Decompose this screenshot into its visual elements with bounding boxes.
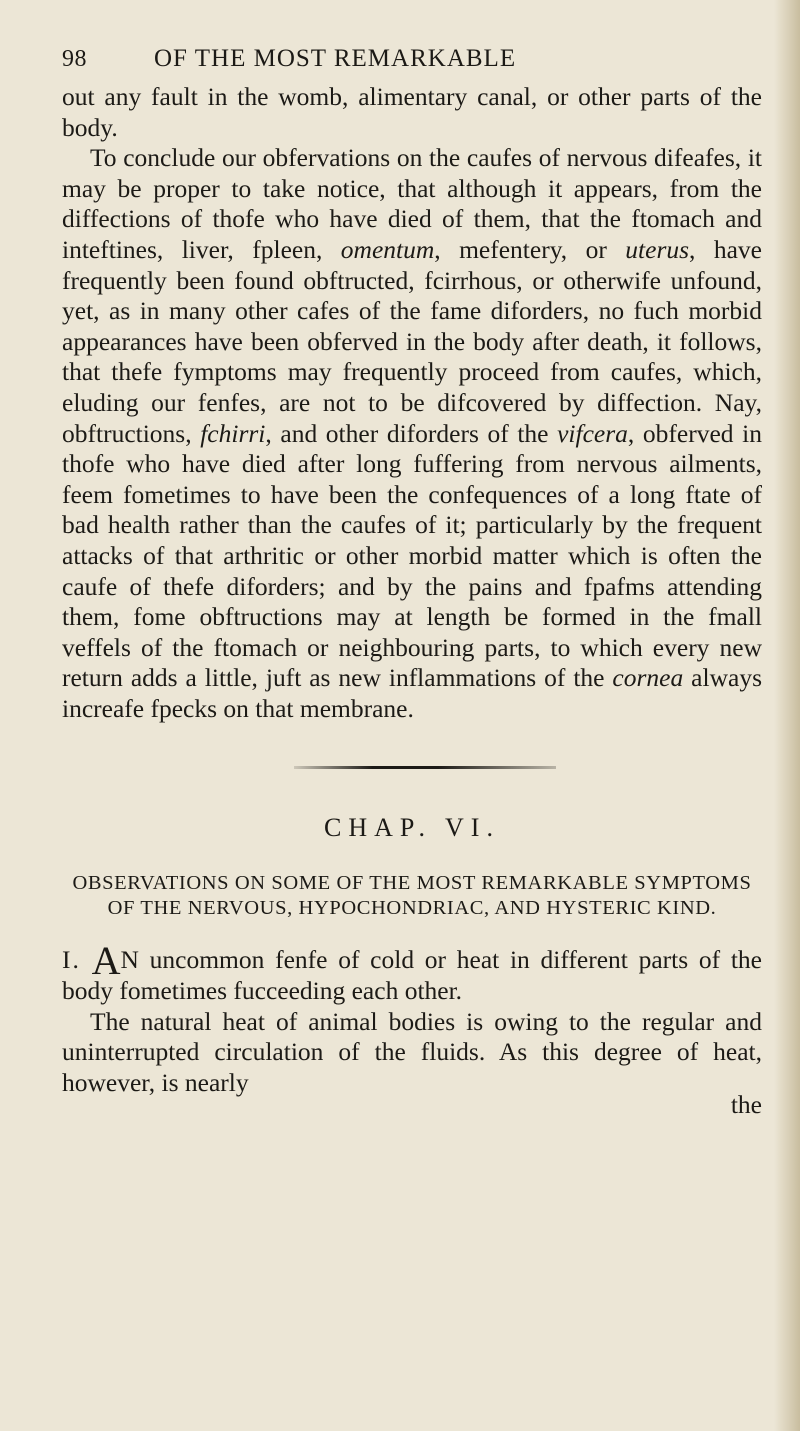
paragraph-conclusion bbox=[62, 143, 762, 724]
text-run: , and other diforders of the bbox=[265, 418, 558, 448]
section-paragraph-2: The natural heat of animal bodies is owing to the regular and uninterrupted circulation of the fluids. As this degree of heat, however, is nearly bbox=[62, 1006, 762, 1097]
page-number: 98 bbox=[62, 46, 87, 72]
text-run: N uncommon fenfe of cold or heat in different parts of the body fometimes fucceeding each other. bbox=[62, 945, 763, 1006]
section-numeral: I. bbox=[62, 945, 81, 975]
running-title: OF THE MOST REMARKABLE bbox=[154, 45, 517, 72]
text-run: , obferved in thofe who have died after long fuffering from nervous ailments, feem fometimes to have been the confequences of a long ftate of bad health rather than the caufes of it; particularly by the frequent attacks of that arthritic or other morbid matter which is often the caufe of thefe diforders; and by the pains and fpafms attending them, fome obftructions may at length be formed in the fmall veffels of the ftomach or neighbouring parts, to which every new return adds a little, juft as new inflammations of the bbox=[62, 418, 762, 693]
catchword: the bbox=[730, 1090, 762, 1120]
italic-term-cornea: cornea bbox=[612, 663, 684, 693]
body-text bbox=[62, 82, 762, 724]
italic-term-schirri: fchirri bbox=[200, 418, 266, 448]
text-run: , mefentery, or bbox=[434, 234, 626, 264]
text-run: , have frequently been found obftructed, fcirrhous, or otherwife unfound, yet, as in many other cafes of the fame diforders, no fuch morbid appearances have been obferved in the body after death, it follows, that thefe fymptoms may frequently proceed from caufes, which, eluding our fenfes, are not to be difcovered by diffection. Nay, obftructions, bbox=[62, 234, 763, 448]
text-run: always increafe fpecks on that membrane. bbox=[62, 663, 762, 723]
running-head bbox=[62, 44, 762, 82]
italic-term-omentum: omentum bbox=[340, 234, 435, 264]
drop-cap: A bbox=[91, 938, 121, 984]
page-edge-shadow bbox=[774, 0, 800, 1431]
italic-term-uterus: uterus bbox=[625, 234, 690, 264]
text-run: To conclude our obfervations on the caufes of nervous difeafes, it may be proper to take notice, that although it appears, from the diffections of thofe who have died of them, that the ftomach and inteftines, liver, fpleen, bbox=[62, 143, 762, 264]
chapter-title: OBSERVATIONS ON SOME OF THE MOST REMARKABLE SYMPTOMS OF THE NERVOUS, HYPOCHONDRIAC, AND HYSTERIC KIND. bbox=[72, 872, 752, 920]
paragraph-continuation: out any fault in the womb, alimentary canal, or other parts of the body. bbox=[62, 82, 762, 142]
section-body bbox=[62, 938, 763, 1120]
book-page bbox=[62, 44, 763, 1120]
chapter-number: CHAP. VI. bbox=[324, 813, 500, 843]
section-paragraph-1 bbox=[62, 938, 763, 1006]
section-divider-rule bbox=[294, 766, 556, 769]
italic-term-viscera: vifcera bbox=[557, 418, 628, 448]
